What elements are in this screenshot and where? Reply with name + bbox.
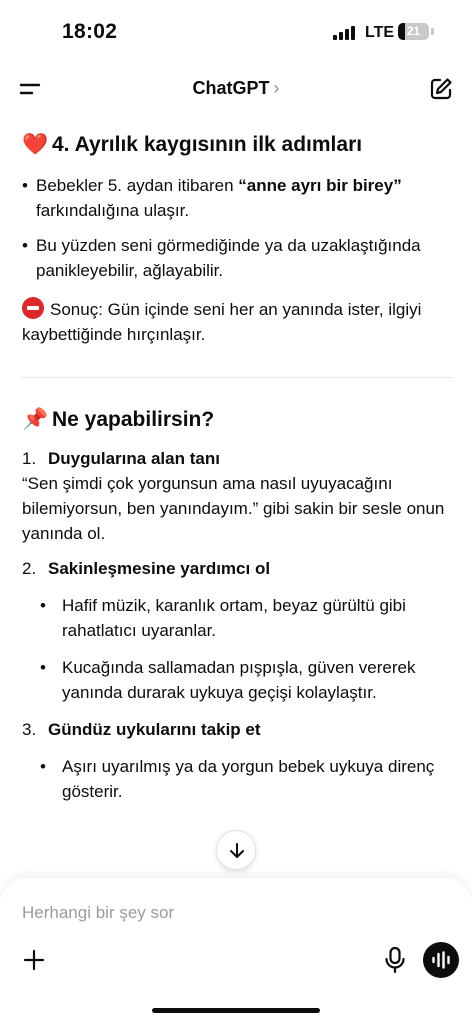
battery-percent: 21 — [406, 24, 421, 38]
new-chat-button[interactable] — [428, 76, 454, 102]
list-item: • Hafif müzik, karanlık ortam, beyaz gürültü gibi rahatlatıcı uyaranlar. — [40, 593, 452, 643]
list-item: • Aşırı uyarılmış ya da yorgun bebek uykuya direnç gösterir. — [40, 754, 452, 804]
scroll-down-button[interactable] — [216, 830, 256, 870]
app-header — [0, 70, 472, 110]
new-chat-icon — [428, 76, 454, 102]
app-title: ChatGPT — [192, 78, 270, 98]
no-entry-icon — [22, 297, 44, 319]
step-item: 1. Duygularına alan tanı “Sen şimdi çok yorgunsun ama nasıl uyuyacağını bilemiyorsun, ben yanındayım.” gibi sakin bir sesle onun yanında ol. — [22, 446, 452, 546]
sub-list — [22, 593, 452, 705]
assistant-message — [22, 125, 452, 870]
section-heading — [22, 400, 452, 440]
step-text: “Sen şimdi çok yorgunsun ama nasıl uyuyacağını bilemiyorsun, ben yanındayım.” gibi sakin bir sesle onun yanında ol. — [22, 474, 445, 543]
list-item: • Kucağında sallamadan pışpışla, güven vererek yanında durarak uykuya geçişi kolaylaştır. — [40, 655, 452, 705]
dictate-button[interactable] — [383, 946, 407, 974]
list-item: • Bebekler 5. aydan itibaren “anne ayrı bir birey” farkındalığına ulaşır. — [22, 173, 452, 223]
section-title: Ne yapabilirsin? — [52, 408, 215, 431]
list-item: • Bu yüzden seni görmediğinde ya da uzaklaştığında panikleyebilir, ağlayabilir. — [22, 233, 452, 283]
microphone-icon — [383, 946, 407, 974]
add-attachment-button[interactable] — [22, 948, 46, 972]
composer — [0, 878, 472, 1024]
step-item: 3. Gündüz uykularını takip et • Aşırı uyarılmış ya da yorgun bebek uykuya direnç gösterir. — [22, 717, 452, 804]
step-title: Sakinleşmesine yardımcı ol — [48, 559, 271, 578]
step-title: Duygularına alan tanı — [48, 449, 220, 468]
message-input[interactable] — [22, 898, 402, 928]
arrow-down-icon — [227, 841, 247, 861]
result-text: Sonuç: Gün içinde seni her an yanında ister, ilgiyi kaybettiğinde hırçınlaşır. — [22, 297, 452, 347]
divider — [22, 377, 452, 378]
network-label: LTE — [365, 24, 395, 41]
chevron-right-icon: › — [273, 78, 280, 98]
sub-list — [22, 754, 452, 804]
steps-list — [22, 446, 452, 804]
signal-icon — [333, 26, 355, 40]
model-selector[interactable] — [0, 78, 472, 99]
step-title: Gündüz uykularını takip et — [48, 720, 261, 739]
battery-icon — [398, 23, 429, 40]
status-time: 18:02 — [62, 20, 118, 43]
voice-mode-icon — [431, 951, 451, 969]
battery-cap — [431, 28, 434, 35]
section-heading — [22, 125, 452, 165]
step-item: 2. Sakinleşmesine yardımcı ol • Hafif müzik, karanlık ortam, beyaz gürültü gibi rahatlatıcı uyaranlar. • Kucağında sallamadan pışpışla, güven vererek yanında durarak uykuya geçişi kolaylaştır. — [22, 556, 452, 705]
heart-icon: ❤️ — [22, 133, 49, 156]
voice-mode-button[interactable] — [423, 942, 459, 978]
plus-icon — [22, 948, 46, 972]
home-indicator — [152, 1008, 320, 1013]
section-title: 4. Ayrılık kaygısının ilk adımları — [52, 133, 363, 156]
status-bar — [0, 0, 472, 60]
bullet-list — [22, 173, 452, 283]
pushpin-icon: 📌 — [22, 408, 49, 431]
